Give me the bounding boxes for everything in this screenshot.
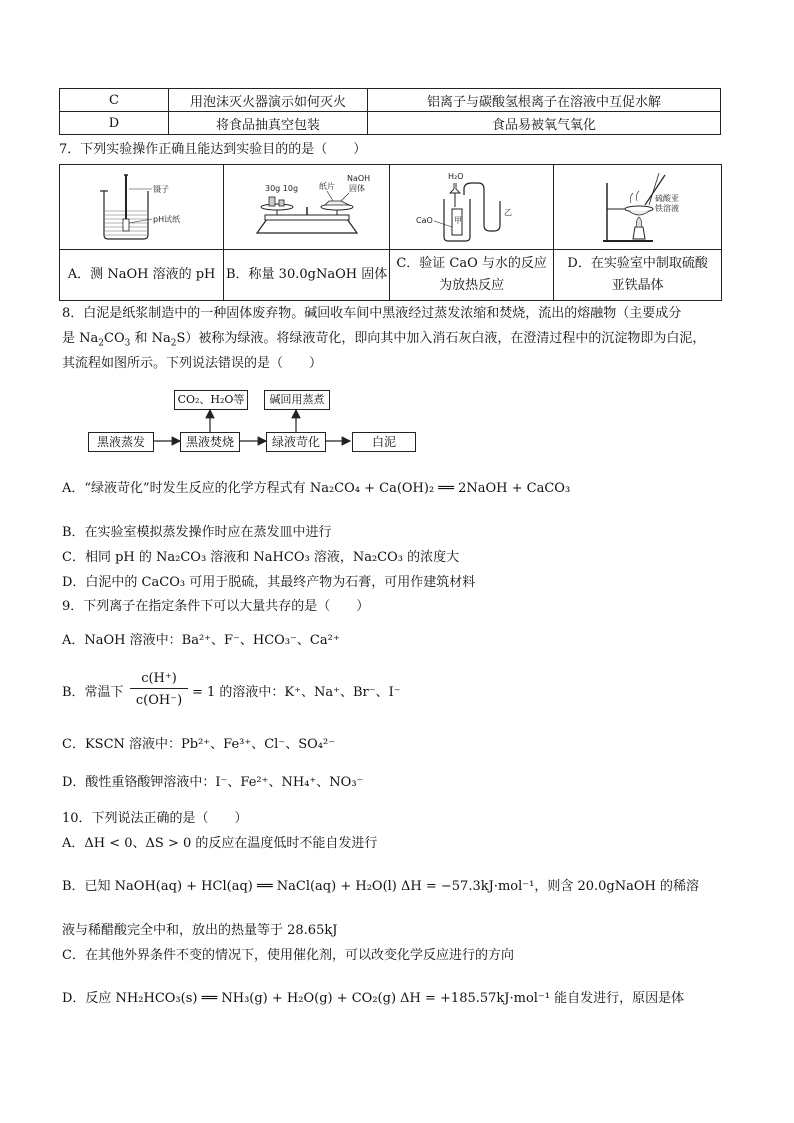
fraction-denominator: c(OH⁻) [135, 693, 183, 708]
ph-paper-label: pH试纸 [152, 215, 180, 224]
cao-water-figure [412, 169, 532, 245]
q6-table [59, 88, 721, 135]
flow-box-white-mud: 白泥 [352, 432, 416, 452]
option-c-figure [390, 165, 554, 250]
q8-stem-line-1: 8．白泥是纸浆制造中的一种固体废弃物。碱回收车间中黑液经过蒸发浓缩和焚烧，流出的熔融物（主要成分 [62, 306, 682, 321]
option-d-caption: D．在实验室中制取硫酸 亚铁晶体 [554, 250, 722, 301]
feso4-label-1: 硫酸亚 [654, 194, 679, 203]
cao-label: CaO [415, 216, 433, 225]
q8-option-c: C．相同 pH 的 Na₂CO₃ 溶液和 NaHCO₃ 溶液，Na₂CO₃ 的浓度大 [62, 550, 460, 565]
q10-option-a: A．ΔH < 0、ΔS > 0 的反应在温度低时不能自发进行 [62, 836, 378, 851]
flow-box-co2-h2o: CO₂、H₂O等 [174, 390, 248, 410]
flow-box-green-liquor-causticizing: 绿液苛化 [266, 432, 326, 452]
q7-options-table [59, 164, 722, 301]
flow-box-black-liquor-evaporation: 黑液蒸发 [88, 432, 154, 452]
fraction-numerator: c(H⁺) [130, 670, 188, 689]
row-reason: 食品易被氧气氧化 [368, 112, 721, 135]
q9-option-c: C．KSCN 溶液中：Pb²⁺、Fe³⁺、Cl⁻、SO₄²⁻ [62, 737, 336, 752]
table-row [60, 89, 721, 112]
q8-option-b: B．在实验室模拟蒸发操作时应在蒸发皿中进行 [62, 525, 332, 540]
row-label: D [60, 112, 169, 135]
row-label: C [60, 89, 169, 112]
flow-box-black-liquor-burning: 黑液焚烧 [180, 432, 240, 452]
q8-stem-line-2: 是 $Na_2CO_3$ 和 $Na_2S$）被称为绿液。将绿液苛化，即向其中加入消石灰白液，在澄清过程中的沉淀物即为白泥， [62, 331, 706, 349]
solid-label: 固体 [348, 184, 365, 193]
exam-page: C 用泡沫灭火器演示如何灭火 铝离子与碳酸氢根离子在溶液中互促水解 D 将食品抽真空包装 食品易被氧气氧化 7．下列实验操作正确且能达到实验目的的是（ ） 镊子 pH试纸 30g 10g 纸片 NaOH 固体 H₂O 甲 乙 CaO 硫酸亚 铁溶液 A．测 NaOH 溶液的 pH B．称量 30.0gNaOH 固体 C．验证 CaO 与水的反应 为放热反应 D．在实验室中制取硫酸 亚铁晶体 8．白泥是纸浆制造中的一种固体废弃物。碱回收车间中黑液经过蒸发浓缩和焚烧，流出的熔融物（主要成分 是 $Na_2CO_3$ 和 $Na_2S$）被称为绿液。将绿液苛化，即向其中加入消石灰白液，在澄清过程中的沉淀物即为白泥， 其流程如图所示。下列说法错误的是（ ） 黑液蒸发 黑液焚烧 绿液苛化 白泥 CO₂、H₂O等 碱回用蒸煮 A．“绿液苛化”时发生反应的化学方程式有 Na₂CO₄ + Ca(OH)₂ ══ 2NaOH + CaCO₃ B．在实验室模拟蒸发操作时应在蒸发皿中进行 C．相同 pH 的 Na₂CO₃ 溶液和 NaHCO₃ 溶液，Na₂CO₃ 的浓度大 D．白泥中的 CaCO₃ 可用于脱硫，其最终产物为石膏，可用作建筑材料 9．下列离子在指定条件下可以大量共存的是（ ） A．NaOH 溶液中：Ba²⁺、F⁻、HCO₃⁻、Ca²⁺ B．常温下 c(H⁺) c(OH⁻) = 1 的溶液中：K⁺、Na⁺、Br⁻、I⁻ C．KSCN 溶液中：Pb²⁺、Fe³⁺、Cl⁻、SO₄²⁻ D．酸性重铬酸钾溶液中：I⁻、Fe²⁺、NH₄⁺、NO₃⁻ 10．下列说法正确的是（ ） A．ΔH < 0、ΔS > 0 的反应在温度低时不能自发进行 B．已知 NaOH(aq) + HCl(aq) ══ NaCl(aq) + H₂O(l) ΔH = −57.3kJ·mol⁻¹，则含 20.0gNaOH 的稀溶 液与稀醋酸完全中和，放出的热量等于 28.65kJ C．在其他外界条件不变的情况下，使用催化剂，可以改变化学反应进行的方向 D．反应 NH₂HCO₃(s) ══ NH₃(g) + H₂O(g) + CO₂(g) ΔH = +185.57kJ·mol⁻¹ 能自发进行，原因是体 [0, 0, 794, 1123]
beaker-ph-figure [82, 169, 202, 245]
option-a-caption: A．测 NaOH 溶液的 pH [60, 250, 224, 301]
paper-label: 纸片 [318, 182, 335, 191]
row-action: 将食品抽真空包装 [169, 112, 368, 135]
water-label: H₂O [447, 172, 464, 181]
option-d-figure [554, 165, 722, 250]
evaporation-figure [573, 169, 703, 245]
feso4-label-2: 铁溶液 [654, 204, 679, 213]
q9-option-d: D．酸性重铬酸钾溶液中：I⁻、Fe²⁺、NH₄⁺、NO₃⁻ [62, 775, 364, 790]
q9-stem: 9．下列离子在指定条件下可以大量共存的是（ ） [62, 599, 370, 614]
row-action: 用泡沫灭火器演示如何灭火 [169, 89, 368, 112]
option-a-figure [60, 165, 224, 250]
option-b-caption: B．称量 30.0gNaOH 固体 [224, 250, 390, 301]
q7-stem: 7．下列实验操作正确且能达到实验目的的是（ ） [59, 142, 367, 157]
q10-stem: 10．下列说法正确的是（ ） [62, 811, 248, 826]
q9-option-a: A．NaOH 溶液中：Ba²⁺、F⁻、HCO₃⁻、Ca²⁺ [62, 633, 340, 648]
table-row [60, 112, 721, 135]
q8-option-d: D．白泥中的 CaCO₃ 可用于脱硫，其最终产物为石膏，可用作建筑材料 [62, 575, 476, 590]
balance-figure [237, 169, 377, 245]
jia-label: 甲 [453, 216, 462, 225]
q8-option-a: A．“绿液苛化”时发生反应的化学方程式有 Na₂CO₄ + Ca(OH)₂ ══ 2NaOH + CaCO₃ [62, 481, 571, 496]
q10-option-b-line-2: 液与稀醋酸完全中和，放出的热量等于 28.65kJ [62, 923, 338, 938]
option-b-figure [224, 165, 390, 250]
tweezers-label: 镊子 [152, 185, 169, 194]
q8-flow-diagram [88, 388, 428, 452]
q10-option-c: C．在其他外界条件不变的情况下，使用催化剂，可以改变化学反应进行的方向 [62, 948, 514, 963]
option-c-caption: C．验证 CaO 与水的反应 为放热反应 [390, 250, 554, 301]
flow-box-alkali-reuse: 碱回用蒸煮 [264, 390, 330, 410]
weights-label: 30g 10g [264, 184, 298, 193]
q10-option-b-line-1: B．已知 NaOH(aq) + HCl(aq) ══ NaCl(aq) + H₂O(l) ΔH = −57.3kJ·mol⁻¹，则含 20.0gNaOH 的稀溶 [62, 879, 699, 894]
naoh-label: NaOH [346, 174, 370, 183]
row-reason: 铝离子与碳酸氢根离子在溶液中互促水解 [368, 89, 721, 112]
q10-option-d: D．反应 NH₂HCO₃(s) ══ NH₃(g) + H₂O(g) + CO₂(g) ΔH = +185.57kJ·mol⁻¹ 能自发进行，原因是体 [62, 991, 685, 1006]
yi-label: 乙 [503, 208, 512, 217]
q8-stem-line-3: 其流程如图所示。下列说法错误的是（ ） [62, 356, 323, 371]
